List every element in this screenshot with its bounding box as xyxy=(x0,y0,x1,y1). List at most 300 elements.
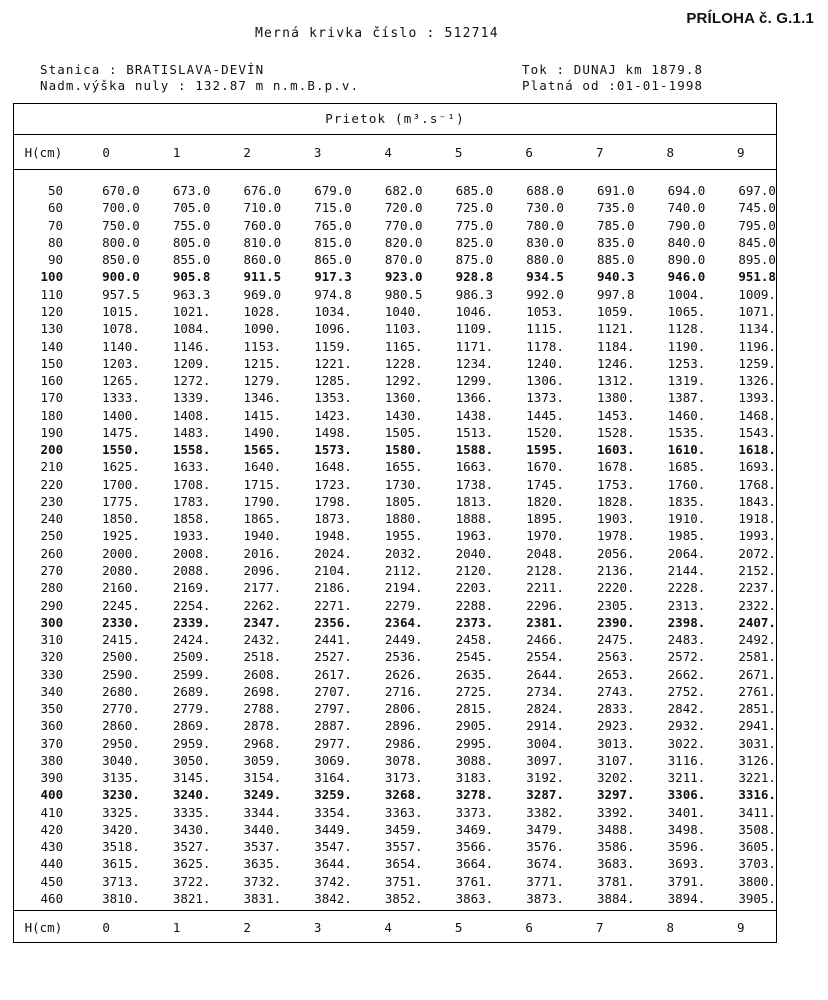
flow-value: 682.0 xyxy=(384,183,423,199)
flow-value: 1648. xyxy=(314,459,352,475)
table-row xyxy=(14,545,776,562)
h-value: 370 xyxy=(40,735,64,751)
flow-value: 3488. xyxy=(596,821,635,837)
flow-value: 694.0 xyxy=(667,183,706,199)
flow-value: 2160. xyxy=(102,580,140,596)
table-row xyxy=(14,596,776,613)
flow-value: 2407. xyxy=(738,614,776,630)
flow-value: 2797. xyxy=(314,701,352,717)
flow-value: 1285. xyxy=(314,373,352,389)
flow-value: 2424. xyxy=(172,632,211,648)
flow-value: 974.8 xyxy=(314,286,352,302)
flow-value: 1221. xyxy=(314,355,352,371)
flow-value: 2449. xyxy=(384,632,423,648)
flow-value: 2305. xyxy=(596,597,635,613)
flow-value: 815.0 xyxy=(314,234,352,250)
h-header: H(cm) xyxy=(24,144,63,160)
flow-value: 1346. xyxy=(243,390,282,406)
table-row xyxy=(14,804,776,821)
flow-value: 1453. xyxy=(596,407,635,423)
column-digit: 6 xyxy=(525,144,533,160)
flow-value: 810.0 xyxy=(243,234,282,250)
flow-value: 2509. xyxy=(172,649,211,665)
flow-value: 750.0 xyxy=(102,217,140,233)
flow-value: 715.0 xyxy=(314,200,352,216)
h-value: 230 xyxy=(40,493,64,509)
flow-value: 3527. xyxy=(172,839,211,855)
flow-value: 1445. xyxy=(526,407,564,423)
flow-value: 3842. xyxy=(314,891,352,907)
flow-value: 1813. xyxy=(455,493,494,509)
flow-value: 2441. xyxy=(314,632,352,648)
flow-value: 2237. xyxy=(738,580,776,596)
table-row xyxy=(14,683,776,700)
table-row xyxy=(14,614,776,631)
flow-value: 780.0 xyxy=(526,217,564,233)
flow-value: 1015. xyxy=(102,303,140,319)
h-value: 250 xyxy=(40,528,64,544)
h-header: H(cm) xyxy=(24,920,63,935)
flow-value: 1053. xyxy=(526,303,564,319)
flow-value: 2617. xyxy=(314,666,352,682)
h-value: 280 xyxy=(40,580,64,596)
flow-value: 1910. xyxy=(667,511,706,527)
flow-value: 911.5 xyxy=(243,269,282,285)
table-row xyxy=(14,493,776,510)
flow-value: 1625. xyxy=(102,459,140,475)
flow-value: 946.0 xyxy=(667,269,706,285)
h-value: 360 xyxy=(40,718,64,734)
flow-value: 2968. xyxy=(243,735,282,751)
flow-value: 3420. xyxy=(102,821,140,837)
flow-value: 1460. xyxy=(667,407,706,423)
flow-value: 3586. xyxy=(596,839,635,855)
flow-value: 3344. xyxy=(243,804,282,820)
flow-value: 720.0 xyxy=(384,200,423,216)
h-value: 90 xyxy=(48,252,64,268)
flow-value: 2878. xyxy=(243,718,282,734)
flow-value: 2635. xyxy=(455,666,494,682)
flow-value: 2716. xyxy=(384,683,423,699)
flow-value: 1360. xyxy=(384,390,423,406)
flow-value: 2887. xyxy=(314,718,352,734)
flow-value: 2271. xyxy=(314,597,352,613)
flow-value: 2347. xyxy=(243,614,282,630)
flow-value: 2228. xyxy=(667,580,706,596)
flow-value: 1165. xyxy=(384,338,423,354)
flow-value: 2788. xyxy=(243,701,282,717)
table-row xyxy=(14,717,776,734)
flow-value: 3059. xyxy=(243,752,282,768)
flow-value: 3713. xyxy=(102,873,140,889)
table-row xyxy=(14,735,776,752)
flow-value: 3211. xyxy=(667,770,706,786)
flow-value: 1084. xyxy=(172,321,211,337)
flow-value: 3821. xyxy=(172,891,211,907)
h-value: 320 xyxy=(40,649,64,665)
flow-value: 1109. xyxy=(455,321,494,337)
h-value: 200 xyxy=(40,442,64,458)
flow-value: 2112. xyxy=(384,562,423,578)
flow-value: 3732. xyxy=(243,873,282,889)
flow-value: 3411. xyxy=(738,804,776,820)
flow-value: 2104. xyxy=(314,562,352,578)
flow-value: 1550. xyxy=(102,442,140,458)
flow-value: 1760. xyxy=(667,476,706,492)
flow-value: 1655. xyxy=(384,459,423,475)
table-row xyxy=(14,821,776,838)
flow-value: 1184. xyxy=(596,338,635,354)
flow-value: 3605. xyxy=(738,839,776,855)
flow-value: 2096. xyxy=(243,562,282,578)
table-row xyxy=(14,458,776,475)
table-row xyxy=(14,389,776,406)
flow-value: 1895. xyxy=(526,511,564,527)
flow-value: 951.8 xyxy=(738,269,776,285)
document-title: Merná krivka číslo : 512714 xyxy=(255,26,499,41)
flow-value: 2169. xyxy=(172,580,211,596)
flow-value: 3557. xyxy=(384,839,423,855)
flow-value: 855.0 xyxy=(172,252,211,268)
table-row xyxy=(14,769,776,786)
flow-value: 3022. xyxy=(667,735,706,751)
flow-value: 1203. xyxy=(102,355,140,371)
flow-value: 2194. xyxy=(384,580,423,596)
h-value: 100 xyxy=(40,269,64,285)
flow-value: 1299. xyxy=(455,373,494,389)
flow-value: 3576. xyxy=(526,839,564,855)
flow-value: 850.0 xyxy=(102,252,140,268)
flow-value: 2644. xyxy=(526,666,564,682)
flow-value: 755.0 xyxy=(172,217,211,233)
flow-value: 1373. xyxy=(526,390,564,406)
flow-value: 1400. xyxy=(102,407,140,423)
flow-value: 2262. xyxy=(243,597,282,613)
flow-value: 3884. xyxy=(596,891,635,907)
flow-value: 1730. xyxy=(384,476,423,492)
flow-value: 905.8 xyxy=(172,269,211,285)
h-value: 170 xyxy=(40,390,64,406)
column-digit: 1 xyxy=(172,144,181,160)
annex-label: PRÍLOHA č. G.1.1 xyxy=(686,10,814,27)
flow-value: 2527. xyxy=(314,649,352,665)
flow-value: 3703. xyxy=(738,856,776,872)
flow-value: 3306. xyxy=(667,787,706,803)
column-header-bottom xyxy=(14,910,776,944)
flow-value: 875.0 xyxy=(455,252,494,268)
flow-value: 1121. xyxy=(596,321,635,337)
flow-value: 3863. xyxy=(455,891,494,907)
flow-value: 1768. xyxy=(738,476,776,492)
h-value: 180 xyxy=(40,407,64,423)
flow-value: 1978. xyxy=(596,528,635,544)
flow-value: 923.0 xyxy=(384,269,423,285)
column-digit: 3 xyxy=(313,144,322,160)
flow-value: 1505. xyxy=(384,424,423,440)
column-digit: 9 xyxy=(736,920,745,935)
flow-value: 2770. xyxy=(102,701,140,717)
h-value: 140 xyxy=(40,338,64,354)
flow-value: 2743. xyxy=(596,683,635,699)
flow-value: 740.0 xyxy=(667,200,706,216)
flow-value: 3479. xyxy=(526,821,564,837)
flow-value: 895.0 xyxy=(738,252,776,268)
flow-value: 1312. xyxy=(596,373,635,389)
flow-value: 1333. xyxy=(102,390,140,406)
flow-value: 1190. xyxy=(667,338,706,354)
flow-value: 1040. xyxy=(384,303,423,319)
flow-value: 3363. xyxy=(384,804,423,820)
flow-value: 2475. xyxy=(596,632,635,648)
flow-value: 1783. xyxy=(172,493,211,509)
flow-value: 2483. xyxy=(667,632,706,648)
flow-value: 1140. xyxy=(102,338,140,354)
flow-value: 2177. xyxy=(243,580,282,596)
flow-value: 1558. xyxy=(172,442,211,458)
flow-value: 3615. xyxy=(102,856,140,872)
flow-value: 2896. xyxy=(384,718,423,734)
flow-value: 785.0 xyxy=(596,217,635,233)
flow-value: 2381. xyxy=(526,614,564,630)
flow-value: 2545. xyxy=(455,649,494,665)
column-digit: 9 xyxy=(736,144,745,160)
flow-value: 2734. xyxy=(526,683,564,699)
h-value: 380 xyxy=(40,752,64,768)
flow-value: 3392. xyxy=(596,804,635,820)
flow-value: 1034. xyxy=(314,303,352,319)
flow-value: 1798. xyxy=(314,493,352,509)
flow-value: 2590. xyxy=(102,666,140,682)
h-value: 210 xyxy=(40,459,64,475)
flow-value: 1438. xyxy=(455,407,494,423)
flow-value: 2923. xyxy=(596,718,635,734)
flow-value: 1468. xyxy=(738,407,776,423)
flow-value: 890.0 xyxy=(667,252,706,268)
table-row xyxy=(14,579,776,596)
flow-value: 1948. xyxy=(314,528,352,544)
column-digit: 5 xyxy=(454,920,463,935)
flow-value: 2245. xyxy=(102,597,140,613)
flow-value: 2144. xyxy=(667,562,706,578)
flow-value: 992.0 xyxy=(526,286,564,302)
flow-value: 2279. xyxy=(384,597,423,613)
flow-value: 3382. xyxy=(526,804,564,820)
h-value: 290 xyxy=(40,597,64,613)
flow-value: 2815. xyxy=(455,701,494,717)
flow-value: 2064. xyxy=(667,545,706,561)
flow-value: 3518. xyxy=(102,839,140,855)
table-row xyxy=(14,372,776,389)
flow-value: 3078. xyxy=(384,752,423,768)
flow-value: 1475. xyxy=(102,424,140,440)
h-value: 340 xyxy=(40,683,64,699)
flow-value: 3031. xyxy=(738,735,776,751)
flow-value: 3335. xyxy=(172,804,211,820)
flow-value: 3013. xyxy=(596,735,635,751)
flow-value: 2851. xyxy=(738,701,776,717)
h-value: 420 xyxy=(40,821,64,837)
flow-value: 2339. xyxy=(172,614,211,630)
flow-value: 820.0 xyxy=(384,234,423,250)
flow-value: 705.0 xyxy=(172,200,211,216)
flow-value: 2016. xyxy=(243,545,282,561)
flow-value: 795.0 xyxy=(738,217,776,233)
flow-value: 3905. xyxy=(738,891,776,907)
flow-value: 1685. xyxy=(667,459,706,475)
table-row xyxy=(14,406,776,423)
flow-value: 1903. xyxy=(596,511,635,527)
flow-value: 2024. xyxy=(314,545,352,561)
flow-value: 3088. xyxy=(455,752,494,768)
flow-value: 1319. xyxy=(667,373,706,389)
flow-value: 1021. xyxy=(172,303,211,319)
flow-value: 800.0 xyxy=(102,234,140,250)
flow-value: 865.0 xyxy=(314,252,352,268)
flow-value: 1380. xyxy=(596,390,635,406)
flow-value: 3126. xyxy=(738,752,776,768)
flow-value: 3449. xyxy=(314,821,352,837)
flow-value: 2563. xyxy=(596,649,635,665)
h-value: 80 xyxy=(48,234,64,250)
column-digit: 7 xyxy=(595,144,604,160)
flow-value: 1240. xyxy=(526,355,564,371)
flow-value: 2689. xyxy=(172,683,211,699)
flow-value: 3297. xyxy=(596,787,635,803)
flow-value: 2824. xyxy=(526,701,564,717)
flow-value: 963.3 xyxy=(172,286,211,302)
flow-value: 1279. xyxy=(243,373,282,389)
h-value: 120 xyxy=(40,303,64,319)
h-value: 240 xyxy=(40,511,64,527)
flow-value: 885.0 xyxy=(596,252,635,268)
table-row xyxy=(14,890,776,907)
flow-value: 1955. xyxy=(384,528,423,544)
flow-value: 880.0 xyxy=(526,252,564,268)
flow-value: 3683. xyxy=(596,856,635,872)
flow-value: 1483. xyxy=(172,424,211,440)
flow-value: 1565. xyxy=(243,442,282,458)
flow-value: 835.0 xyxy=(596,234,635,250)
flow-value: 1115. xyxy=(526,321,564,337)
flow-value: 845.0 xyxy=(738,234,776,250)
flow-value: 2554. xyxy=(526,649,564,665)
flow-value: 1603. xyxy=(596,442,635,458)
h-value: 150 xyxy=(40,355,64,371)
valid-from-label: Platná od :01-01-1998 xyxy=(522,78,704,93)
flow-value: 673.0 xyxy=(172,183,211,199)
flow-value: 3107. xyxy=(596,752,635,768)
flow-value: 1246. xyxy=(596,355,635,371)
flow-value: 3566. xyxy=(455,839,494,855)
flow-value: 2761. xyxy=(738,683,776,699)
flow-value: 2136. xyxy=(596,562,635,578)
flow-value: 3664. xyxy=(455,856,494,872)
flow-value: 765.0 xyxy=(314,217,352,233)
flow-value: 1393. xyxy=(738,390,776,406)
table-row xyxy=(14,786,776,803)
flow-value: 3221. xyxy=(738,770,776,786)
flow-value: 1353. xyxy=(314,390,352,406)
table-row xyxy=(14,286,776,303)
flow-value: 670.0 xyxy=(102,183,140,199)
flow-value: 3625. xyxy=(172,856,211,872)
flow-value: 3097. xyxy=(526,752,564,768)
flow-value: 1272. xyxy=(172,373,211,389)
flow-value: 3894. xyxy=(667,891,706,907)
table-row xyxy=(14,752,776,769)
flow-value: 2322. xyxy=(738,597,776,613)
flow-value: 2842. xyxy=(667,701,706,717)
flow-value: 2932. xyxy=(667,718,706,734)
flow-value: 3791. xyxy=(667,873,706,889)
flow-value: 3469. xyxy=(455,821,494,837)
flow-value: 735.0 xyxy=(596,200,635,216)
flow-value: 1828. xyxy=(596,493,635,509)
flow-value: 2364. xyxy=(384,614,423,630)
flow-value: 688.0 xyxy=(526,183,564,199)
flow-value: 1528. xyxy=(596,424,635,440)
h-value: 160 xyxy=(40,373,64,389)
flow-value: 928.8 xyxy=(455,269,494,285)
flow-value: 2995. xyxy=(455,735,494,751)
flow-value: 2220. xyxy=(596,580,635,596)
flow-value: 1059. xyxy=(596,303,635,319)
flow-value: 2536. xyxy=(384,649,423,665)
h-value: 400 xyxy=(40,787,64,803)
table-row xyxy=(14,527,776,544)
flow-value: 1128. xyxy=(667,321,706,337)
flow-value: 2860. xyxy=(102,718,140,734)
flow-value: 3259. xyxy=(314,787,352,803)
h-value: 350 xyxy=(40,701,64,717)
flow-value: 957.5 xyxy=(102,286,140,302)
flow-value: 1865. xyxy=(243,511,282,527)
flow-value: 2905. xyxy=(455,718,494,734)
flow-value: 700.0 xyxy=(102,200,140,216)
flow-value: 2779. xyxy=(172,701,211,717)
flow-value: 1670. xyxy=(526,459,564,475)
flow-value: 1873. xyxy=(314,511,352,527)
h-value: 270 xyxy=(40,562,64,578)
flow-value: 2254. xyxy=(172,597,211,613)
flow-value: 2608. xyxy=(243,666,282,682)
table-row xyxy=(14,182,776,199)
flow-value: 2313. xyxy=(667,597,706,613)
flow-value: 2977. xyxy=(314,735,352,751)
column-digit: 2 xyxy=(243,920,251,935)
table-row xyxy=(14,355,776,372)
flow-value: 3742. xyxy=(314,873,352,889)
flow-value: 2211. xyxy=(526,580,564,596)
h-value: 460 xyxy=(40,891,64,907)
flow-value: 1196. xyxy=(738,338,776,354)
flow-value: 1326. xyxy=(738,373,776,389)
flow-value: 1071. xyxy=(738,303,776,319)
table-row xyxy=(14,700,776,717)
flow-value: 1234. xyxy=(455,355,494,371)
flow-value: 1888. xyxy=(455,511,494,527)
flow-value: 1963. xyxy=(455,528,494,544)
flow-value: 840.0 xyxy=(667,234,706,250)
table-row xyxy=(14,268,776,285)
flow-value: 679.0 xyxy=(314,183,352,199)
flow-value: 1700. xyxy=(102,476,140,492)
h-value: 220 xyxy=(40,476,64,492)
flow-value: 3268. xyxy=(384,787,423,803)
flow-value: 825.0 xyxy=(455,234,494,250)
flow-value: 1985. xyxy=(667,528,706,544)
datum-label: Nadm.výška nuly : 132.87 m n.m.B.p.v. xyxy=(40,78,360,93)
